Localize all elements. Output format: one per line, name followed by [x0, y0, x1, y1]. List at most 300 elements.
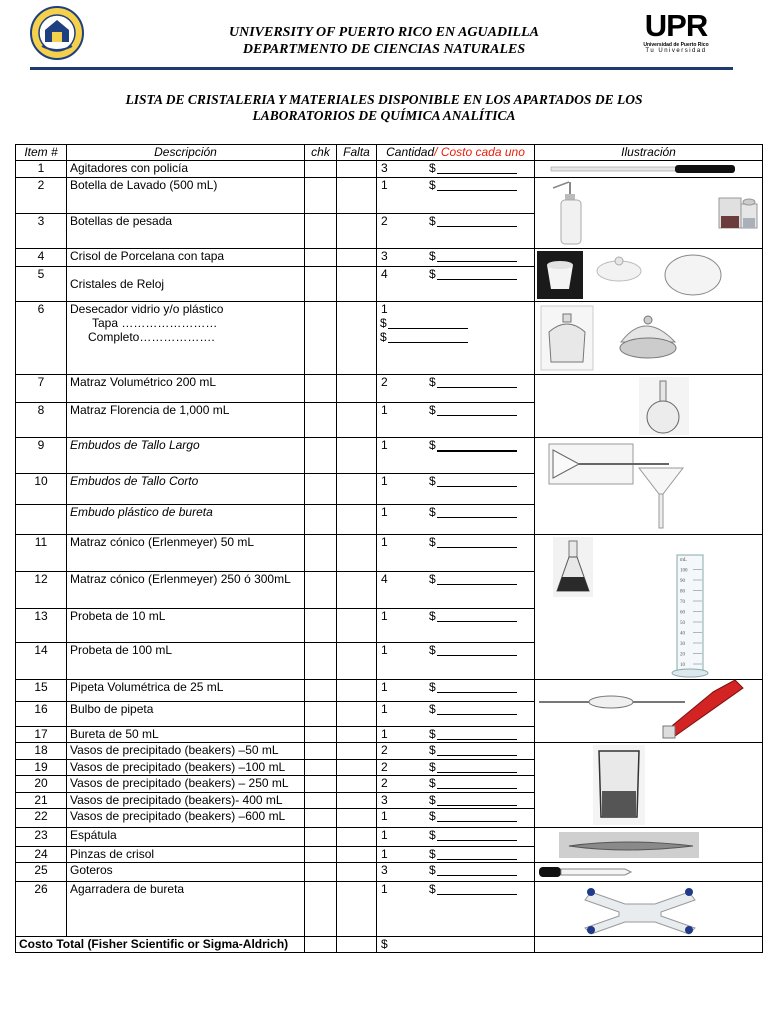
table-row: [16, 438, 763, 474]
qty-value: 1: [381, 726, 388, 741]
item-number: 9: [16, 438, 67, 474]
item-number: 22: [16, 809, 67, 828]
item-description: Vasos de precipitado (beakers)- 400 mL: [67, 792, 305, 809]
header-item: Item #: [16, 145, 67, 161]
illustration-cell: [535, 375, 763, 438]
cylinder-scale-label: 30: [680, 642, 685, 647]
qty-value: 2: [381, 743, 388, 757]
falta-cell[interactable]: [337, 743, 377, 760]
qty-value: 1: [381, 474, 388, 489]
header-chk: chk: [305, 145, 337, 161]
department-name: DEPARTMENTO DE CIENCIAS NATURALES: [242, 42, 526, 57]
item-description: Pipeta Volumétrica de 25 mL: [67, 680, 305, 702]
qty-cost-cell[interactable]: [377, 375, 535, 403]
item-description: Espátula: [67, 828, 305, 847]
qty-cost-cell[interactable]: [377, 535, 535, 572]
falta-cell[interactable]: [337, 302, 377, 375]
illustration-cell: [535, 828, 763, 863]
cost-symbol: $: [429, 726, 436, 741]
falta-cell[interactable]: [337, 882, 377, 937]
qty-value: 1: [381, 702, 388, 717]
qty-value: 2: [381, 375, 388, 389]
table-row: [16, 161, 763, 178]
cost-blank-line: [437, 547, 517, 548]
qty-cost-cell[interactable]: [377, 828, 535, 847]
chk-cell[interactable]: [305, 809, 337, 828]
page-header: [0, 0, 768, 72]
qty-cost-cell[interactable]: [377, 267, 535, 302]
qty-value: 3: [381, 249, 388, 263]
cost-blank-line: [437, 655, 517, 656]
item-description: Bulbo de pipeta: [67, 702, 305, 726]
chk-cell[interactable]: [305, 702, 337, 726]
cost-blank-line: [437, 261, 517, 262]
qty-cost-cell[interactable]: [377, 776, 535, 793]
total-cost-cell[interactable]: [377, 937, 535, 953]
chk-cell[interactable]: [305, 474, 337, 504]
item-description: Vasos de precipitado (beakers) –100 mL: [67, 759, 305, 776]
item-description: Matraz cónico (Erlenmeyer) 50 mL: [67, 535, 305, 572]
cost-blank-line: [437, 894, 517, 895]
table-row: [16, 375, 763, 403]
chk-cell[interactable]: [305, 759, 337, 776]
cost-blank-line: [437, 584, 517, 585]
volumetric-pipette-icon: [539, 696, 685, 708]
cost-blank-line: [437, 692, 517, 693]
chk-cell[interactable]: [305, 882, 337, 937]
erlenmeyer-flask-icon: [553, 537, 593, 597]
chk-cell[interactable]: [305, 608, 337, 643]
illustration-cell: [535, 743, 763, 828]
qty-cost-cell[interactable]: [377, 809, 535, 828]
chk-cell[interactable]: [305, 161, 337, 178]
item-number: 7: [16, 375, 67, 403]
crucible-icon: [537, 251, 641, 299]
table-header-row: [16, 145, 763, 161]
burette-clamp-icon: [535, 882, 761, 936]
cost-blank-line: [437, 755, 517, 756]
cost-symbol: $: [429, 643, 436, 658]
qty-cost-cell[interactable]: [377, 213, 535, 249]
qty-cost-cell[interactable]: [377, 474, 535, 504]
item-description: Matraz cónico (Erlenmeyer) 250 ó 300mL: [67, 571, 305, 608]
chk-cell[interactable]: [305, 846, 337, 862]
total-row: [16, 937, 763, 953]
chk-cell[interactable]: [305, 726, 337, 742]
chk-cell[interactable]: [305, 828, 337, 847]
total-label: Costo Total (Fisher Scientific or Sigma-Aldrich): [16, 937, 305, 953]
cost-symbol: $: [429, 571, 436, 586]
item-number: 14: [16, 643, 67, 680]
qty-cost-cell[interactable]: [377, 249, 535, 267]
falta-cell[interactable]: [337, 504, 377, 534]
item-number: 20: [16, 776, 67, 793]
chk-cell[interactable]: [305, 776, 337, 793]
cylinder-scale-label: 50: [680, 621, 685, 626]
item-number: 8: [16, 403, 67, 438]
qty-value: 1: [381, 882, 388, 896]
item-number: 6: [16, 302, 67, 375]
item-number: 21: [16, 792, 67, 809]
cost-blank-line: [437, 821, 517, 822]
item-description: Probeta de 10 mL: [67, 608, 305, 643]
cost-blank-line: [437, 859, 517, 860]
table-row: [16, 535, 763, 572]
graduated-cylinder-icon: [672, 555, 708, 677]
falta-cell[interactable]: [337, 375, 377, 403]
title-line-2: LABORATORIOS DE QUÍMICA ANALÍTICA: [252, 108, 516, 123]
cost-blank-line: [437, 840, 517, 841]
falta-cell[interactable]: [337, 776, 377, 793]
chk-cell[interactable]: [305, 213, 337, 249]
upr-logo: [636, 8, 716, 58]
upr-logo-tagline: Tu Universidad: [645, 48, 707, 54]
cost-symbol: $: [429, 828, 436, 842]
cost-symbol: $: [429, 474, 436, 489]
item-description: Pinzas de crisol: [67, 846, 305, 862]
qty-cost-cell[interactable]: [377, 438, 535, 474]
cost-symbol: $: [429, 438, 436, 452]
qty-value: 1: [381, 643, 388, 658]
florence-flask-icon: [535, 375, 761, 437]
item-number: 2: [16, 178, 67, 214]
cost-symbol: $: [429, 504, 436, 519]
header-costo: / Costo cada uno: [434, 145, 525, 159]
item-description: Goteros: [67, 863, 305, 882]
item-number: 18: [16, 743, 67, 760]
illustration-cell: [535, 178, 763, 249]
item-number: 19: [16, 759, 67, 776]
qty-value: 1: [381, 302, 388, 316]
cost-blank-line: [437, 805, 517, 806]
falta-cell[interactable]: [337, 863, 377, 882]
funnel-icon: [535, 438, 761, 534]
falta-cell[interactable]: [337, 643, 377, 680]
cost-symbol: $: [429, 178, 436, 192]
cylinder-scale-label: 90: [680, 579, 685, 584]
qty-cost-cell[interactable]: [377, 759, 535, 776]
desiccator-complete-label: Completo……………….: [88, 330, 215, 344]
item-description: Crisol de Porcelana con tapa: [67, 249, 305, 267]
item-description: Vasos de precipitado (beakers) – 250 mL: [67, 776, 305, 793]
cost-blank-line: [437, 486, 517, 487]
cost-symbol: $: [429, 680, 436, 694]
cost-blank-line: [437, 190, 517, 191]
cost-blank-line: [437, 739, 517, 740]
item-number: 15: [16, 680, 67, 702]
item-description: Embudo plástico de bureta: [67, 504, 305, 534]
chk-cell[interactable]: [305, 249, 337, 267]
cost-symbol: $: [429, 608, 436, 623]
cost-blank-line: [437, 415, 517, 416]
cost-symbol: $: [429, 882, 436, 896]
cost-blank-line: [437, 875, 517, 876]
falta-cell[interactable]: [337, 828, 377, 847]
cylinder-scale-label: 10: [680, 663, 685, 668]
qty-cost-cell[interactable]: [377, 302, 535, 375]
qty-cost-cell[interactable]: [377, 178, 535, 214]
qty-value: 3: [381, 161, 388, 175]
qty-cost-cell[interactable]: [377, 792, 535, 809]
falta-cell[interactable]: [337, 535, 377, 572]
falta-cell[interactable]: [337, 809, 377, 828]
chk-cell[interactable]: [305, 792, 337, 809]
falta-cell[interactable]: [337, 608, 377, 643]
cost-symbol: $: [429, 809, 436, 824]
cost-symbol: $: [429, 535, 436, 549]
spatula-icon: [535, 828, 761, 862]
chk-cell[interactable]: [305, 438, 337, 474]
falta-cell[interactable]: [337, 161, 377, 178]
qty-value: 1: [381, 504, 388, 519]
cost-blank-line: [437, 226, 517, 227]
total-cost-symbol: $: [381, 937, 388, 951]
item-description: Agarradera de bureta: [67, 882, 305, 937]
cost-symbol: $: [429, 759, 436, 774]
qty-value: 1: [381, 828, 388, 842]
total-empty-cell: [535, 937, 763, 953]
table-row: [16, 680, 763, 702]
qty-value: 1: [381, 535, 388, 549]
chk-cell[interactable]: [305, 680, 337, 702]
cost-blank-line: [437, 387, 517, 388]
desiccator-label: Desecador vidrio y/o plástico: [70, 302, 224, 316]
cost-blank-line: [437, 450, 517, 452]
item-description: Matraz Volumétrico 200 mL: [67, 375, 305, 403]
qty-cost-cell[interactable]: [377, 743, 535, 760]
desiccator-icon: [535, 302, 761, 374]
item-description: Matraz Florencia de 1,000 mL: [67, 403, 305, 438]
falta-cell[interactable]: [337, 726, 377, 742]
item-number: 25: [16, 863, 67, 882]
item-number: 11: [16, 535, 67, 572]
qty-cost-cell[interactable]: [377, 846, 535, 862]
qty-value: 1: [381, 178, 388, 192]
wash-bottle-icon: [553, 182, 581, 244]
qty-value: 3: [381, 792, 388, 807]
qty-cost-cell[interactable]: [377, 504, 535, 534]
cylinder-scale-label: 20: [680, 652, 685, 658]
table-row: [16, 743, 763, 760]
qty-value: 1: [381, 438, 388, 452]
cylinder-scale-label: 40: [680, 631, 685, 637]
chk-cell[interactable]: [305, 375, 337, 403]
title-line-1: LISTA DE CRISTALERIA Y MATERIALES DISPONIBLE EN LOS APARTADOS DE LOS: [125, 92, 643, 107]
pipette-bulb-icon: [663, 680, 743, 738]
cost-symbol: $: [380, 330, 387, 344]
item-description: Probeta de 100 mL: [67, 643, 305, 680]
item-description: Bureta de 50 mL: [67, 726, 305, 742]
cost-blank-line: [437, 621, 517, 622]
qty-value: 1: [381, 809, 388, 824]
illustration-cell: [535, 438, 763, 535]
qty-value: 1: [381, 680, 388, 694]
item-number: 4: [16, 249, 67, 267]
document-title: [60, 92, 708, 124]
header-falta: Falta: [337, 145, 377, 161]
cost-blank-line: [437, 714, 517, 715]
illustration-cell: [535, 302, 763, 375]
weighing-bottle-icon: [719, 198, 757, 228]
cost-blank-line: [437, 788, 517, 789]
cost-blank-line: [437, 772, 517, 773]
table-row: [16, 863, 763, 882]
qty-value: 3: [381, 863, 388, 877]
illustration-cell: [535, 161, 763, 178]
table-row: [16, 249, 763, 267]
cost-symbol: $: [429, 792, 436, 807]
qty-value: 2: [381, 776, 388, 791]
table-row: [16, 882, 763, 937]
qty-value: 2: [381, 759, 388, 774]
cost-symbol: $: [429, 161, 436, 175]
item-number: 24: [16, 846, 67, 862]
falta-cell[interactable]: [337, 438, 377, 474]
item-number: 10: [16, 474, 67, 504]
item-description: Vasos de precipitado (beakers) –600 mL: [67, 809, 305, 828]
qty-cost-cell[interactable]: [377, 680, 535, 702]
cost-symbol: $: [429, 267, 436, 282]
cost-symbol: $: [380, 316, 387, 330]
item-description: Botellas de pesada: [67, 213, 305, 249]
chk-cell[interactable]: [305, 643, 337, 680]
chk-cell[interactable]: [305, 535, 337, 572]
cost-blank-line: [437, 173, 517, 174]
qty-cost-cell[interactable]: [377, 863, 535, 882]
cost-symbol: $: [429, 403, 436, 418]
cost-blank-line: [437, 279, 517, 280]
cost-symbol: $: [429, 702, 436, 717]
item-description: Cristales de Reloj: [67, 267, 305, 302]
item-description: Embudos de Tallo Largo: [67, 438, 305, 474]
falta-cell[interactable]: [337, 702, 377, 726]
qty-cost-cell[interactable]: [377, 571, 535, 608]
qty-value: 1: [381, 608, 388, 623]
cost-symbol: $: [429, 375, 436, 389]
cost-symbol: $: [429, 213, 436, 228]
qty-cost-cell[interactable]: [377, 608, 535, 643]
chk-cell[interactable]: [305, 937, 337, 953]
cylinder-scale-label: 70: [680, 600, 685, 605]
falta-cell[interactable]: [337, 249, 377, 267]
item-description: Agitadores con policía: [67, 161, 305, 178]
falta-cell[interactable]: [337, 937, 377, 953]
materials-table: [15, 144, 763, 953]
illustration-cell: [535, 882, 763, 937]
cost-blank-line: [388, 342, 468, 343]
qty-cost-cell[interactable]: [377, 882, 535, 937]
falta-cell[interactable]: [337, 792, 377, 809]
falta-cell[interactable]: [337, 403, 377, 438]
chk-cell[interactable]: [305, 743, 337, 760]
watch-glass-icon: [665, 255, 721, 295]
chk-cell[interactable]: [305, 178, 337, 214]
cost-symbol: $: [429, 846, 436, 861]
header-ilustracion: Ilustración: [535, 145, 763, 161]
falta-cell[interactable]: [337, 571, 377, 608]
falta-cell[interactable]: [337, 680, 377, 702]
header-cantidad: Cantidad: [386, 145, 435, 159]
dropper-icon: [535, 863, 761, 881]
header-divider: [30, 67, 733, 70]
qty-cost-cell[interactable]: [377, 161, 535, 178]
chk-cell[interactable]: [305, 302, 337, 375]
illustration-cell: [535, 535, 763, 680]
header-description: Descripción: [67, 145, 305, 161]
cost-blank-line: [437, 517, 517, 518]
qty-value: 4: [381, 571, 388, 586]
cost-blank-line: [388, 328, 468, 329]
falta-cell[interactable]: [337, 213, 377, 249]
item-number: 26: [16, 882, 67, 937]
item-number: 13: [16, 608, 67, 643]
illustration-cell: [535, 680, 763, 743]
falta-cell[interactable]: [337, 846, 377, 862]
table-row: [16, 828, 763, 847]
qty-cost-cell[interactable]: [377, 403, 535, 438]
university-name: UNIVERSITY OF PUERTO RICO EN AGUADILLA: [228, 25, 539, 40]
chk-cell[interactable]: [305, 571, 337, 608]
upr-logo-subtitle: Universidad de Puerto Rico: [643, 42, 709, 48]
table-row: [16, 178, 763, 214]
cylinder-scale-label: 100: [680, 568, 688, 574]
university-heading: [150, 24, 618, 58]
illustration-cell: [535, 249, 763, 302]
table-row: [16, 302, 763, 375]
qty-value: 1: [381, 846, 388, 861]
qty-cost-cell[interactable]: [377, 702, 535, 726]
stirring-rod-icon: [535, 161, 761, 177]
chk-cell[interactable]: [305, 504, 337, 534]
cylinder-scale-label: 60: [680, 610, 685, 616]
header-cantidad-costo: [377, 145, 535, 161]
cost-symbol: $: [429, 743, 436, 757]
cost-symbol: $: [429, 249, 436, 263]
qty-cost-cell[interactable]: [377, 643, 535, 680]
item-number: 5: [16, 267, 67, 302]
upr-logo-text: UPR: [644, 8, 708, 43]
cylinder-scale-label: 80: [680, 589, 685, 595]
item-number: 17: [16, 726, 67, 742]
qty-value: 4: [381, 267, 388, 282]
chk-cell[interactable]: [305, 863, 337, 882]
cylinder-scale-label: mL: [680, 558, 687, 563]
item-number: 1: [16, 161, 67, 178]
item-number: [16, 504, 67, 534]
falta-cell[interactable]: [337, 178, 377, 214]
beaker-icon: [535, 743, 761, 827]
qty-cost-cell[interactable]: [377, 726, 535, 742]
item-number: 3: [16, 213, 67, 249]
item-number: 23: [16, 828, 67, 847]
university-seal-icon: [30, 6, 84, 60]
falta-cell[interactable]: [337, 759, 377, 776]
chk-cell[interactable]: [305, 267, 337, 302]
item-number: 16: [16, 702, 67, 726]
qty-value: 2: [381, 213, 388, 228]
item-number: 12: [16, 571, 67, 608]
item-description: Botella de Lavado (500 mL): [67, 178, 305, 214]
desiccator-lid-label: Tapa ……………………: [92, 316, 218, 330]
illustration-cell: [535, 863, 763, 882]
item-description: [67, 302, 305, 375]
chk-cell[interactable]: [305, 403, 337, 438]
falta-cell[interactable]: [337, 267, 377, 302]
item-description: Vasos de precipitado (beakers) –50 mL: [67, 743, 305, 760]
qty-value: 1: [381, 403, 388, 418]
falta-cell[interactable]: [337, 474, 377, 504]
item-description: Embudos de Tallo Corto: [67, 474, 305, 504]
